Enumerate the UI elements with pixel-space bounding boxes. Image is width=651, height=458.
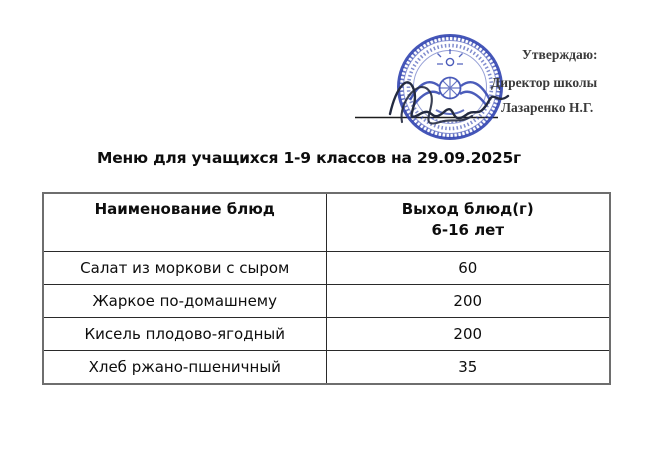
header-portion — [326, 193, 610, 252]
dish-cell: Хлеб ржано-пшеничный — [43, 351, 326, 385]
portion-cell: 60 — [326, 252, 610, 285]
menu-table — [42, 192, 611, 385]
dish-cell: Салат из моркови с сыром — [43, 252, 326, 285]
approver-name: Лазаренко Н.Г. — [501, 100, 594, 115]
dish-cell: Жаркое по-домашнему — [43, 285, 326, 318]
table-row — [43, 285, 610, 318]
header-age-range-label: 6-16 лет — [431, 221, 505, 239]
dish-cell: Кисель плодово-ягодный — [43, 318, 326, 351]
table-header-row — [43, 193, 610, 252]
portion-cell: 200 — [326, 318, 610, 351]
approve-label: Утверждаю: — [522, 47, 598, 62]
portion-cell: 35 — [326, 351, 610, 385]
header-dish-name-label: Наименование блюд — [94, 200, 275, 218]
portion-cell: 200 — [326, 285, 610, 318]
header-portion-label: Выход блюд(г) — [401, 200, 534, 218]
header-dish-name — [43, 193, 326, 252]
menu-title: Меню для учащихся 1-9 классов на 29.09.2025г — [97, 149, 521, 167]
table-row — [43, 318, 610, 351]
table-row — [43, 351, 610, 385]
approver-role: Директор школы — [491, 75, 598, 90]
table-row — [43, 252, 610, 285]
